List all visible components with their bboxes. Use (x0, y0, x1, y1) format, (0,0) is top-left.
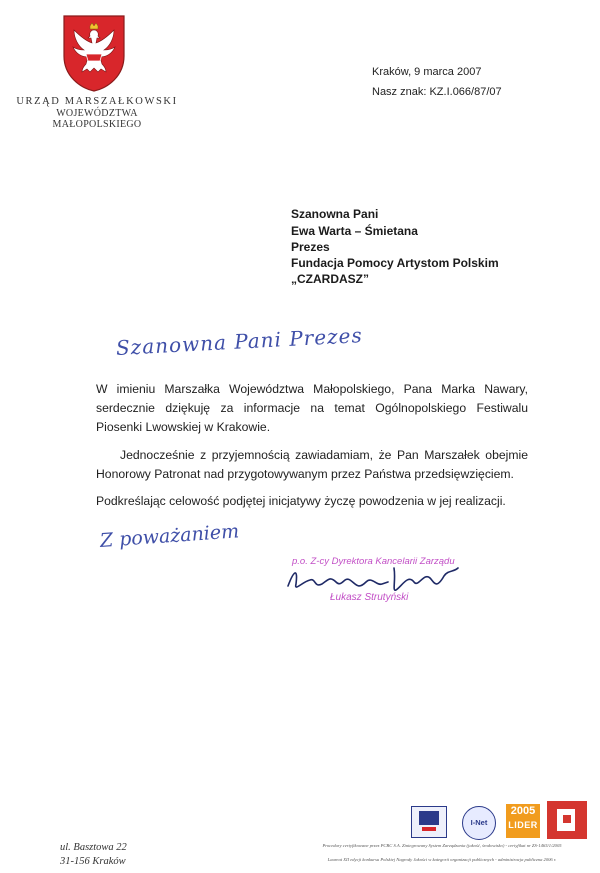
pcbc-cert-badge-icon (411, 806, 447, 838)
footer-postal: 31-156 Kraków (60, 856, 126, 867)
quality-award-logo-icon (547, 801, 587, 839)
recipient-organisation: Fundacja Pomocy Artystom Polskim (291, 256, 499, 270)
lider-badge-year: 2005 (510, 805, 536, 817)
body-paragraph-1-text: W imieniu Marszałka Województwa Małopolskiego, Pana Marka Nawary, serdecznie dziękuję za informacje na temat Ogólnopolskiego Festiwalu Piosenki Lwowskiej w Krakowie. (96, 382, 528, 434)
office-name: URZĄD MARSZAŁKOWSKI (16, 96, 178, 107)
body-paragraph-2 (96, 446, 528, 484)
certification-line-2: Laureat XII edycji konkursu Polskiej Nagrody Jakości w kategorii organizacji publicznych - administracja publiczna 2006 r. (327, 857, 557, 862)
body-paragraph-2-text: Jednocześnie z przyjemnością zawiadamiam, że Pan Marszałek obejmie Honorowy Patronat nad przygotowywanym przez Państwa przedsięwzięciem. (96, 448, 528, 481)
body-paragraph-1 (96, 380, 528, 437)
eagle-crest-icon (62, 14, 126, 92)
stamp-name: Łukasz Strutyński (330, 592, 409, 603)
body-paragraph-3 (96, 492, 528, 511)
handwritten-closing: Z poważaniem (99, 520, 240, 552)
letter-date: Kraków, 9 marca 2007 (372, 66, 482, 78)
footer-street: ul. Basztowa 22 (60, 842, 127, 853)
recipient-organisation-name: „CZARDASZ” (291, 272, 369, 286)
recipient-salutation: Szanowna Pani (291, 207, 379, 221)
body-paragraph-3-text: Podkreślając celowość podjętej inicjatywy życzę powodzenia w jej realizacji. (96, 494, 506, 508)
handwritten-greeting: Szanowna Pani Prezes (115, 323, 364, 360)
stamp-title: p.o. Z-cy Dyrektora Kancelarii Zarządu (292, 556, 455, 567)
recipient-name: Ewa Warta – Śmietana (291, 224, 418, 238)
inet-badge-icon: I-Net (462, 806, 496, 840)
case-number: Nasz znak: KZ.I.066/87/07 (372, 86, 502, 98)
certification-line-1: Procedury certyfikowane przez PCBC S.A. Zintegrowany System Zarządzania (jakość, środowisko) - certyfikat nr ZS-1465/1/2005 (322, 843, 562, 848)
recipient-role: Prezes (291, 240, 330, 254)
lider-badge-label: LIDER (508, 820, 538, 830)
lider-badge-icon (506, 804, 540, 838)
office-region: WOJEWÓDZTWA MAŁOPOLSKIEGO (52, 108, 142, 130)
